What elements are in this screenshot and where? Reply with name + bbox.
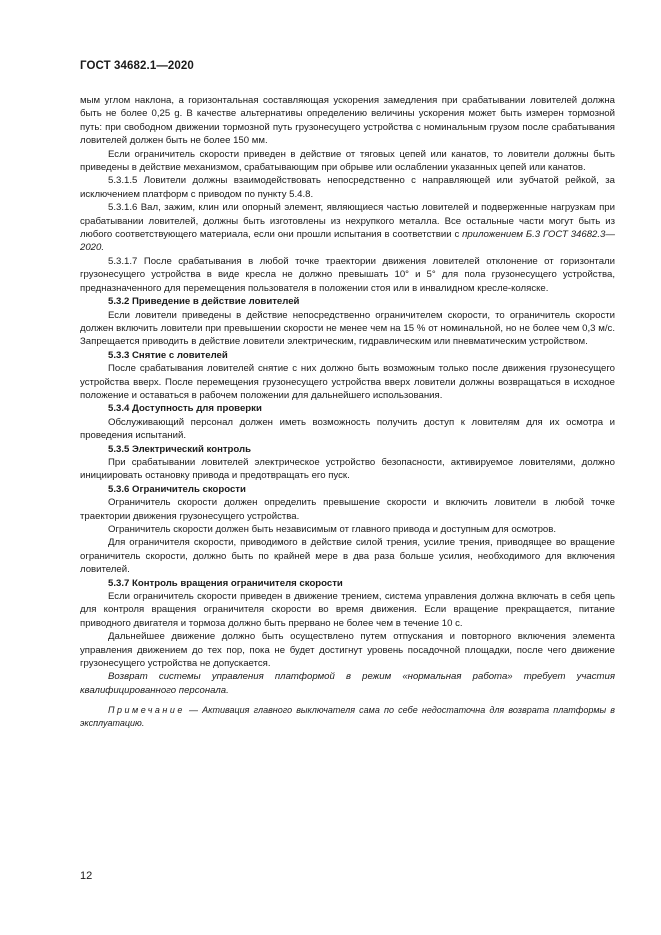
section-heading-5-3-7: 5.3.7 Контроль вращения ограничителя скорости bbox=[108, 577, 343, 589]
paragraph-5-3-1-5: 5.3.1.5 Ловители должны взаимодействовать непосредственно с направляющей или зубчатой рейкой, за исключением платформ с приводом по пункту 5.4.8. bbox=[80, 175, 615, 200]
paragraph-text: 5.3.1.6 Вал, зажим, клин или опорный элемент, являющиеся частью ловителей и подверженные нагрузкам при срабатывании ловителей, должны быть изготовлены из нехрупкого металла. Все остальные части могут быть из любого соответствующего материала, если они прошли испытания в соответствии с bbox=[80, 202, 615, 241]
paragraph: Если ограничитель скорости приведен в движение трением, система управления должна включать в себя цепь для контроля вращения ограничителя скорости во время движения. Если вращение прекращается, питание приводного двигателя и тормоза должно быть прервано не более чем в течение 10 с. bbox=[80, 591, 615, 629]
section-heading-5-3-3: 5.3.3 Снятие с ловителей bbox=[108, 349, 228, 361]
paragraph-5-3-1-7: 5.3.1.7 После срабатывания в любой точке траектории движения ловителей отклонение от горизонтали грузонесущего устройства в виде кресла не должно превышать 10° и 5° для пола грузонесущего устройства, предназначенного для перемещения пользователя в положении стоя или в инвалидном кресле-коляске. bbox=[80, 255, 615, 294]
paragraph-italic: Возврат системы управления платформой в режим «нормальная работа» требует участия квалифицированного персонала. bbox=[80, 671, 615, 696]
paragraph: Обслуживающий персонал должен иметь возможность получить доступ к ловителям для их осмотра и проведения испытаний. bbox=[80, 416, 615, 442]
section-heading-5-3-6: 5.3.6 Ограничитель скорости bbox=[108, 483, 246, 495]
appendix-reference: приложением Б.3 ГОСТ 34682.3—2020. bbox=[80, 229, 615, 254]
paragraph-5-3-1-6 bbox=[80, 201, 615, 255]
section-heading-5-3-2: 5.3.2 Приведение в действие ловителей bbox=[108, 296, 300, 308]
paragraph: Ограничитель скорости должен определить превышение скорости и включить ловители в любой точке траектории движения грузонесущего устройства. bbox=[80, 497, 615, 522]
paragraph: Если ограничитель скорости приведен в действие от тяговых цепей или канатов, то ловители должны быть приведены в действие механизмом, срабатывающим при обрыве или ослаблении указанных цепей или канатов. bbox=[80, 148, 615, 174]
document-header: ГОСТ 34682.1—2020 bbox=[80, 60, 194, 72]
note-label: Примечание bbox=[108, 705, 185, 716]
paragraph: Для ограничителя скорости, приводимого в действие силой трения, усилие трения, приводящее во вращение ограничитель скорости, должно быть по крайней мере в два раза больше усилия, необходимого для включения ловителей. bbox=[80, 537, 615, 576]
paragraph: После срабатывания ловителей снятие с них должно быть возможным только после движения грузонесущего устройства вверх. После перемещения грузонесущего устройства вверх ловители должны возвращаться в исходное положение и оставаться в рабочем положении для дальнейшего использования. bbox=[80, 363, 615, 401]
paragraph: Дальнейшее движение должно быть осуществлено путем отпускания и повторного включения элемента управления движением до тех пор, пока не будет достигнут уровень посадочной площадки, после чего движение грузонесущего устройства не допускается. bbox=[80, 631, 615, 670]
document-body bbox=[80, 94, 615, 729]
section-heading-5-3-4: 5.3.4 Доступность для проверки bbox=[108, 403, 262, 415]
page-number: 12 bbox=[80, 870, 93, 882]
section-heading-5-3-5: 5.3.5 Электрический контроль bbox=[108, 443, 252, 455]
paragraph: При срабатывании ловителей электрическое устройство безопасности, активируемое ловителями, должно инициировать остановку привода и предотвращать его пуск. bbox=[80, 456, 615, 482]
paragraph: Ограничитель скорости должен быть независимым от главного привода и доступным для осмотров. bbox=[108, 524, 557, 535]
note bbox=[80, 704, 615, 729]
paragraph: мым углом наклона, а горизонтальная составляющая ускорения замедления при срабатывании ловителей должна быть не более 0,25 g. В качестве альтернативы определению величины ускорения может быть измерен тормозной путь: при свободном движении тормозной путь грузонесущего устройства с номинальным грузом после срабатывания ловителей должен быть не более 150 мм. bbox=[80, 95, 615, 147]
note-text: — Активация главного выключателя сама по себе недостаточна для возврата платформы в эксплуатацию. bbox=[80, 705, 615, 728]
paragraph: Если ловители приведены в действие непосредственно ограничителем скорости, то ограничитель скорости должен включить ловители при превышении скорости не менее чем на 15 % от номинальной, но не более чем 0,3 м/с. Запрещается приводить в действие ловители электрическим, гидравлическим или пневматическим устройством. bbox=[80, 309, 615, 348]
